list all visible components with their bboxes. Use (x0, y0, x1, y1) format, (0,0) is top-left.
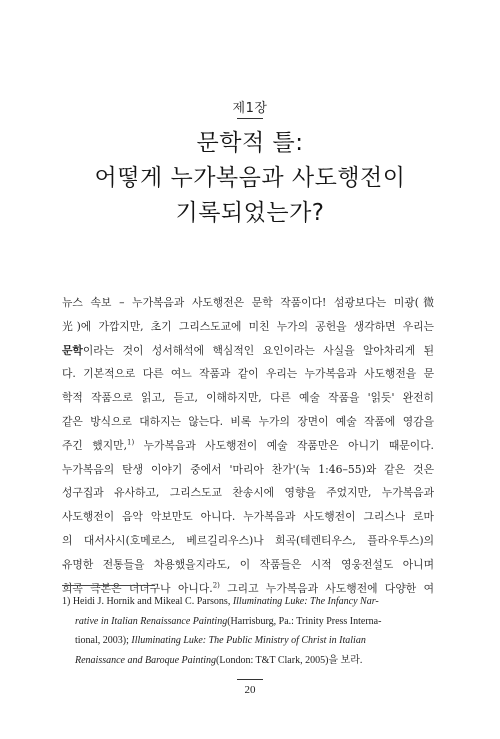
chapter-title-line: 문학적 틀: (196, 130, 304, 156)
footnote-line (62, 592, 434, 612)
footnote-line (62, 631, 434, 651)
body-line (62, 434, 434, 458)
footnote-italic: Renaissance and Baroque Painting (75, 654, 216, 666)
body-line-part: 그리고 누가복음과 사도행전에 다양한 여 (219, 581, 434, 595)
body-paragraph (62, 291, 434, 600)
footnote-italic: Illuminating Luke: The Public Ministry of Christ in Italian (131, 635, 366, 646)
footnote-line (62, 651, 434, 671)
chapter-label: 제1장 (232, 101, 268, 116)
body-line: 성구집과 유사하고, 그리스도교 찬송시에 영향을 주었지만, 누가복음과 (62, 486, 434, 500)
body-line-rest: 이라는 것이 성서해석에 핵심적인 요인이라는 사실을 알아차리게 된 (82, 343, 434, 357)
footnote-text: 1) Heidi J. Hornik and Mikeal C. Parsons, (62, 596, 233, 607)
footnote-text: (Harrisburg, Pa.: Trinity Press Interna- (227, 615, 382, 627)
body-line: 누가복음의 탄생 이야기 중에서 '마리아 찬가'(눅 1:46–55)와 같은 것은 (62, 462, 434, 476)
chapter-title-line: 기록되었는가? (175, 200, 325, 226)
body-line: 같은 방식으로 대하지는 않는다. 비록 누가의 장면이 예술 작품에 영감을 (62, 414, 434, 428)
chapter-divider (237, 118, 263, 119)
body-line: 학적 작품으로 읽고, 듣고, 이해하지만, 다른 예술 작품을 '읽듯' 완전히 (62, 391, 434, 405)
body-line: 다. 기본적으로 다른 여느 작품과 같이 우리는 누가복음과 사도행전을 문 (62, 367, 434, 381)
footnote-text: tional, 2003); (75, 635, 132, 646)
body-line (62, 339, 434, 363)
body-line-part: 누가복음과 사도행전이 예술 작품만은 아니기 때문이다. (134, 438, 434, 452)
body-line: 사도행전이 음악 악보만도 아니다. 누가복음과 사도행전이 그리스나 로마 (62, 510, 434, 524)
chapter-title-line: 어떻게 누가복음과 사도행전이 (94, 165, 406, 191)
footnote-text: (London: T&T Clark, 2005)을 보라. (216, 654, 363, 666)
emphasis-text: 문학 (62, 343, 83, 357)
footnote-italic: rative in Italian Renaissance Painting (75, 615, 228, 627)
body-line: 유명한 전통들을 차용했을지라도, 이 작품들은 시적 영웅전설도 아니며 (62, 557, 434, 571)
body-line-part: 희곡 극본은 더더구나 아니다. (62, 581, 213, 595)
footnote-ref[interactable]: 1) (127, 438, 135, 447)
footnote-ref[interactable]: 2) (212, 580, 220, 589)
chapter-title (0, 126, 500, 231)
footnote-divider (62, 585, 155, 586)
footnotes (62, 592, 434, 670)
page-number: 20 (244, 684, 256, 696)
footnote-italic: Illuminating Luke: The Infancy Nar- (232, 596, 379, 607)
footnote-line (62, 612, 434, 632)
body-line: 의 대서사시(호메로스, 베르길리우스)나 희곡(테렌티우스, 플라우투스)의 (62, 533, 434, 547)
body-line: 光)에 가깝지만, 초기 그리스도교에 미친 누가의 공헌을 생각하면 우리는 (62, 319, 434, 333)
body-line-part: 주긴 했지만, (62, 438, 127, 452)
body-line: 뉴스 속보 – 누가복음과 사도행전은 문학 작품이다! 섬광보다는 미광(微 (62, 296, 434, 309)
page-number-divider (237, 679, 263, 680)
